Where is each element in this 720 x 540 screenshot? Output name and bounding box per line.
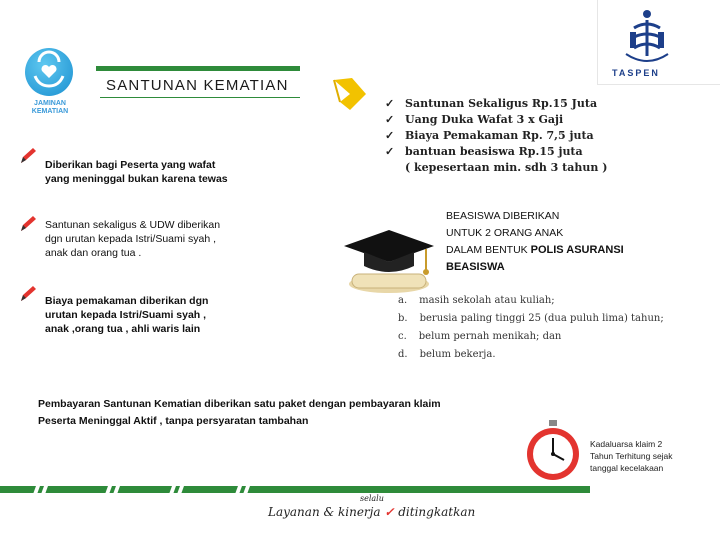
condition-marker: d. <box>398 349 408 360</box>
pencil-bullet-icon <box>18 214 38 234</box>
left-block-2-line1: Santunan sekaligus & UDW diberikan <box>45 219 221 231</box>
tagline-part2: ditingkatkan <box>398 505 476 519</box>
benefit-label: Santunan Sekaligus Rp.15 Juta <box>405 97 598 110</box>
taspen-emblem-icon <box>622 8 672 64</box>
condition-marker: c. <box>398 331 407 342</box>
graduation-cap-icon <box>334 222 444 302</box>
hands-heart-icon <box>25 48 73 96</box>
list-item <box>385 96 607 112</box>
footer-stripe-bar <box>0 486 590 493</box>
benefit-label: Uang Duka Wafat 3 x Gaji <box>405 113 564 126</box>
beasiswa-info <box>446 208 624 276</box>
left-block-1-line1: Diberikan bagi Peserta yang wafat <box>45 159 216 171</box>
left-block-1 <box>45 158 228 186</box>
check-icon: ✓ <box>385 145 395 158</box>
left-block-2 <box>45 218 220 260</box>
beasiswa-line3-prefix: DALAM BENTUK <box>446 244 531 256</box>
payment-note-line2: Peserta Meninggal Aktif , tanpa persyaratan tambahan <box>38 415 309 427</box>
pencil-bullet-icon <box>18 146 38 166</box>
pencil-bullet-icon <box>18 284 38 304</box>
jaminan-kematian-logo <box>25 48 73 96</box>
condition-marker: a. <box>398 295 408 306</box>
tagline-check-icon: ✓ <box>384 505 395 519</box>
left-block-3-line3: anak ,orang tua , ahli waris lain <box>45 323 201 335</box>
beasiswa-line2: UNTUK 2 ORANG ANAK <box>446 227 564 239</box>
benefits-list <box>385 96 607 176</box>
left-block-3-line1: Biaya pemakaman diberikan dgn <box>45 295 209 307</box>
left-block-1-line2: yang meninggal bukan karena tewas <box>45 173 228 185</box>
beasiswa-line3 <box>446 242 624 259</box>
list-item <box>398 310 664 328</box>
check-icon: ✓ <box>385 113 395 126</box>
logo-caption <box>22 100 78 116</box>
yellow-chevron-icon <box>330 72 372 114</box>
benefit-label: bantuan beasiswa Rp.15 juta <box>405 145 583 158</box>
title-divider <box>100 97 300 98</box>
condition-text: masih sekolah atau kuliah; <box>419 295 555 306</box>
tagline <box>268 505 475 519</box>
check-icon: ✓ <box>385 97 395 110</box>
tagline-selalu: selalu <box>360 494 384 503</box>
expiry-line3: tanggal kecelakaan <box>590 463 664 473</box>
list-item <box>385 128 607 144</box>
list-item <box>398 328 664 346</box>
condition-marker: b. <box>398 313 408 324</box>
list-item <box>398 292 664 310</box>
condition-text: belum pernah menikah; dan <box>418 331 562 342</box>
logo-caption-line2: KEMATIAN <box>31 108 69 115</box>
beasiswa-line3-bold: POLIS ASURANSI <box>530 244 624 256</box>
beasiswa-conditions <box>398 292 664 364</box>
left-block-2-line3: anak dan orang tua . <box>45 247 142 259</box>
check-icon: ✓ <box>385 129 395 142</box>
title-accent-bar <box>96 66 300 71</box>
payment-note-line1: Pembayaran Santunan Kematian diberikan satu paket dengan pembayaran klaim <box>38 398 441 410</box>
left-block-2-line2: dgn urutan kepada Istri/Suami syah , <box>45 233 217 245</box>
logo-caption-line1: JAMINAN <box>34 100 66 107</box>
left-block-3 <box>45 294 208 336</box>
condition-text: berusia paling tinggi 25 (dua puluh lima) tahun; <box>419 313 664 324</box>
expiry-line2: Tahun Terhitung sejak <box>590 451 673 461</box>
tagline-part1: Layanan & kinerja <box>268 505 381 519</box>
condition-text: belum bekerja. <box>419 349 496 360</box>
benefit-label: Biaya Pemakaman Rp. 7,5 juta <box>405 129 594 142</box>
list-item <box>385 144 607 160</box>
payment-note <box>38 396 441 430</box>
beasiswa-line4: BEASISWA <box>446 261 505 273</box>
stopwatch-icon <box>520 418 586 484</box>
expiry-line1: Kadaluarsa klaim 2 <box>590 439 663 449</box>
page-title: SANTUNAN KEMATIAN <box>106 77 289 94</box>
list-item <box>385 112 607 128</box>
left-block-3-line2: urutan kepada Istri/Suami syah , <box>45 309 207 321</box>
claim-expiry-note <box>590 438 710 474</box>
benefit-note: ( kepesertaan min. sdh 3 tahun ) <box>405 161 608 174</box>
beasiswa-line1: BEASISWA DIBERIKAN <box>446 210 560 222</box>
list-item <box>398 346 664 364</box>
taspen-wordmark: TASPEN <box>612 68 660 78</box>
